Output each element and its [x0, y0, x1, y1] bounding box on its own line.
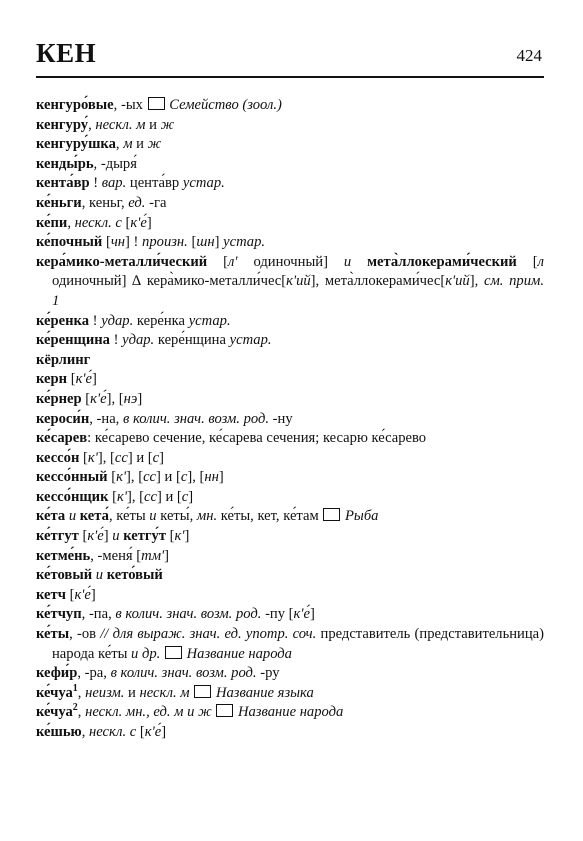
list-item: кенды́рь, -дыря́	[36, 155, 137, 172]
list-item: кента́вр ! вар. цента́вр устар.	[36, 175, 225, 192]
square-icon	[148, 97, 165, 110]
square-icon	[165, 646, 182, 659]
list-item: кероси́н, -на, в колич. знач. возм. род. -ну	[36, 410, 293, 427]
list-item: ке́чуа$^2$, нескл. мн., ед. м и ж Название народа	[36, 702, 344, 721]
list-item: кессо́нщик [к'], [сс] и [с]	[36, 488, 194, 505]
list-item: ке́шью, нескл. с [к'е́]	[36, 724, 167, 740]
list-item: ке́тгут [к'е́] и кетгу́т [к']	[36, 528, 190, 545]
list-item: кенгуро́вые, -ых Семейство (зоол.)	[36, 97, 282, 113]
list-item: кенгуру́шка, м и ж	[36, 136, 162, 153]
square-icon	[216, 704, 233, 717]
list-item: кессо́н [к'], [сс] и [с]	[36, 449, 165, 466]
page-number: 424	[516, 46, 542, 65]
list-item: ке́та и кета́, ке́ты и кеты́, мн. ке́ты, кет, ке́там Рыба	[36, 508, 379, 525]
list-item: кессо́нный [к'], [сс] и [с], [нн]	[36, 469, 224, 486]
list-item: кетме́нь, -меня́ [тм']	[36, 547, 170, 564]
list-item: ке́тчуп, -па, в колич. знач. возм. род. -пу [к'е́]	[36, 606, 315, 623]
list-item: ке́почный [чн] ! произн. [шн] устар.	[36, 234, 266, 251]
list-item: ке́чуа$^1$, неизм. и нескл. м Название языка	[36, 682, 314, 701]
list-item: ке́товый и кето́вый	[36, 567, 163, 584]
square-icon	[323, 508, 340, 521]
list-item: кефи́р, -ра, в колич. знач. возм. род. -ру	[36, 665, 280, 682]
list-item: кёрлинг	[36, 351, 91, 368]
list-item: ке́ренка ! удар. кере́нка устар.	[36, 312, 231, 329]
list-item: кенгуру́, нескл. м и ж	[36, 116, 175, 133]
page-header	[36, 36, 544, 78]
list-item: ке́рнер [к'е́], [нэ]	[36, 390, 143, 407]
running-headword: КЕН	[36, 38, 97, 68]
list-item: кера́мико-металли́ческий [л' одиночный] и мета̀ллокерами́ческий [л одиночный] ∆ кера̀мико-металли́чес[к'ий], мета̀ллокерами́чес[к'ий], см. прим. 1	[36, 253, 545, 309]
list-item: ке́сарев: ке́сарево сечение, ке́сарева сечения; кесарю ке́сарево	[36, 430, 427, 447]
list-item: ке́ньги, кеньг, ед. -га	[36, 194, 167, 211]
list-item: кетч [к'е́]	[36, 586, 96, 603]
entries-list	[36, 96, 544, 743]
list-item: керн [к'е́]	[36, 371, 97, 388]
dictionary-page	[36, 36, 545, 740]
list-item: ке́ренщина ! удар. кере́нщина устар.	[36, 332, 272, 349]
list-item: ке́пи, нескл. с [к'е́]	[36, 214, 152, 231]
square-icon	[194, 685, 211, 698]
list-item: ке́ты, -ов // для выраж. знач. ед. употр. соч. представитель (представительница) народа ке́ты и др. Название народа	[36, 626, 545, 662]
